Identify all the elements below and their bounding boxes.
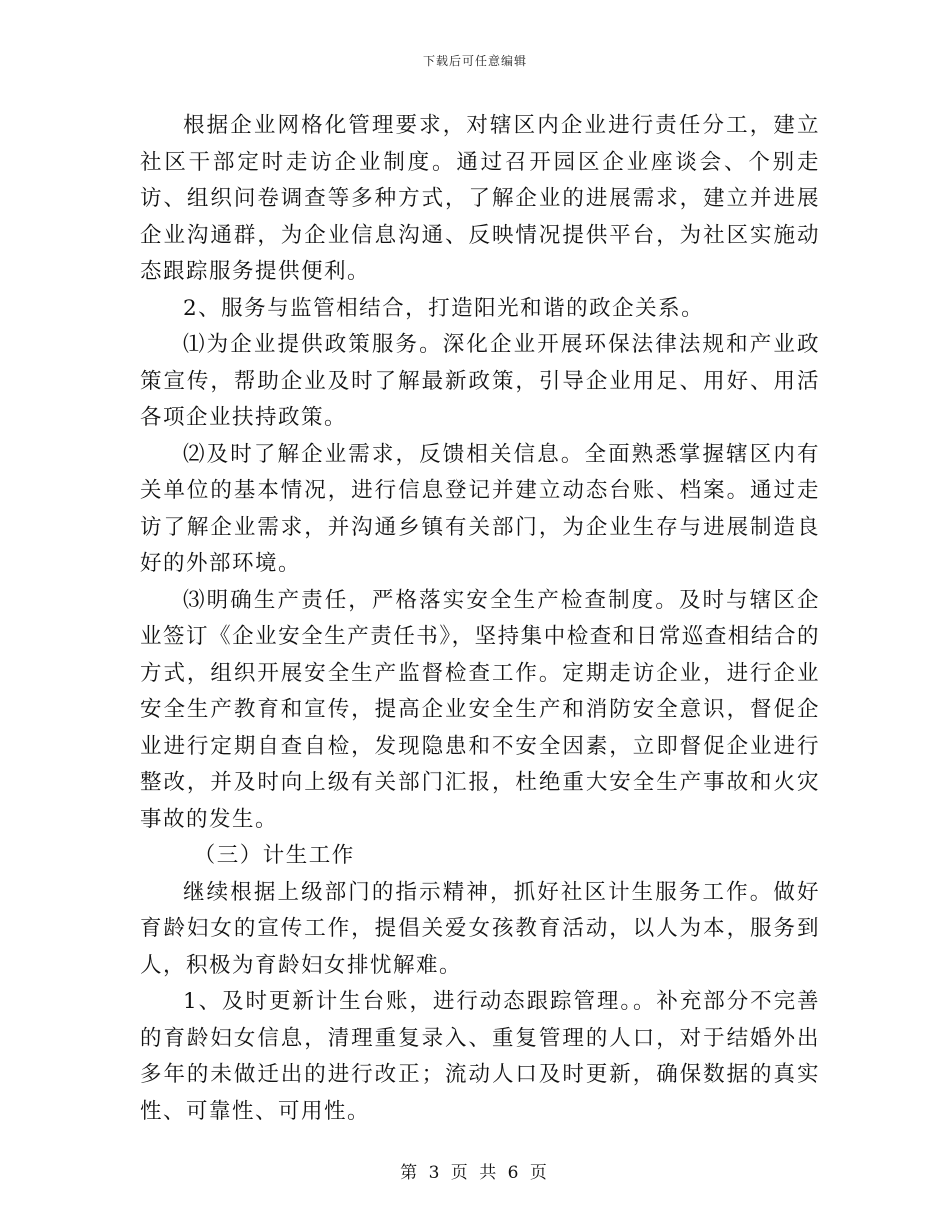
paragraph: 继续根据上级部门的指示精神，抓好社区计生服务工作。做好育龄妇女的宣传工作，提倡关爱女孩教育活动，以人为本，服务到人，积极为育龄妇女排忧解难。 — [140, 879, 820, 978]
section-heading: （三）计生工作 — [193, 843, 355, 868]
paragraph: ⑶明确生产责任，严格落实安全生产检查制度。及时与辖区企业签订《企业安全生产责任书》，坚持集中检查和日常巡查相结合的方式，组织开展安全生产监督检查工作。定期走访企业，进行企业安全生产教育和宣传，提高企业安全生产和消防安全意识，督促企业进行定期自查自检，发现隐患和不安全因素，立即督促企业进行整改，并及时向上级有关部门汇报，杜绝重大安全生产事故和火灾事故的发生。 — [140, 587, 820, 832]
paragraph: ⑴为企业提供政策服务。深化企业开展环保法律法规和产业政策宣传，帮助企业及时了解最新政策，引导企业用足、用好、用活各项企业扶持政策。 — [140, 332, 820, 430]
paragraph: ⑵及时了解企业需求，反馈相关信息。全面熟悉掌握辖区内有关单位的基本情况，进行信息登记并建立动态台账、档案。通过走访了解企业需求，并沟通乡镇有关部门，为企业生存与进展制造良好的外部环境。 — [140, 441, 820, 576]
paragraph: 根据企业网格化管理要求，对辖区内企业进行责任分工，建立社区干部定时走访企业制度。通过召开园区企业座谈会、个别走访、组织问卷调查等多种方式，了解企业的进展需求，建立并进展企业沟通群，为企业信息沟通、反映情况提供平台，为社区实施动态跟踪服务提供便利。 — [140, 113, 820, 284]
page-number: 第 3 页 共 6 页 — [400, 1163, 550, 1183]
section-heading: 2、服务与监管相结合，打造阳光和谐的政企关系。 — [183, 295, 705, 321]
page-header: 下载后可任意编辑 — [422, 54, 527, 68]
document-body — [140, 108, 820, 1130]
paragraph: 1、及时更新计生台账，进行动态跟踪管理。。补充部分不完善的育龄妇女信息，清理重复录入、重复管理的人口，对于结婚外出多年的未做迁出的进行改正；流动人口及时更新，确保数据的真实性、可靠性、可用性。 — [140, 989, 820, 1124]
